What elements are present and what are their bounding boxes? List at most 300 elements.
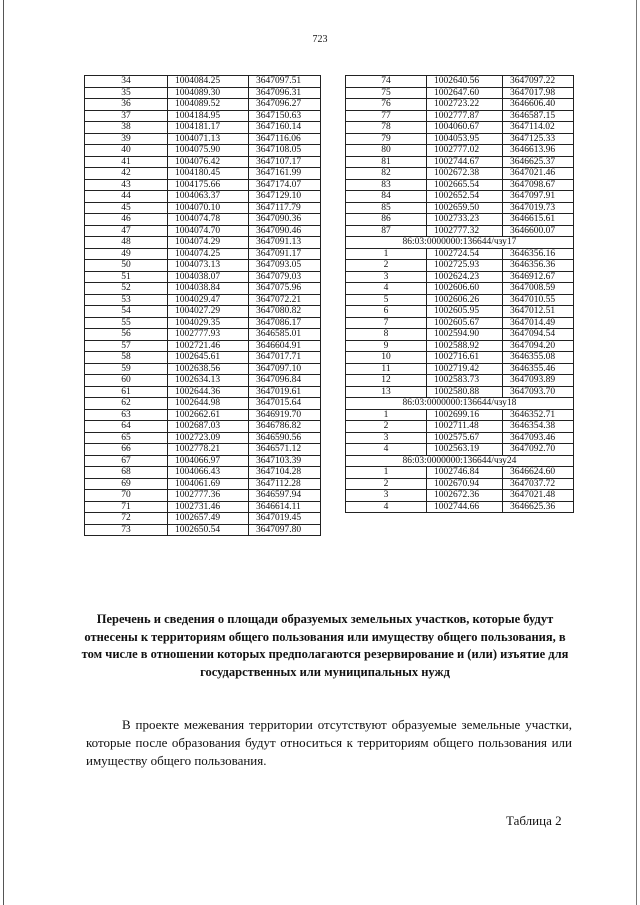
point-number: 84 — [346, 191, 427, 203]
coord-y: 3647072.21 — [249, 294, 321, 306]
coord-y: 3646585.01 — [249, 329, 321, 341]
table-row — [85, 455, 321, 467]
coord-x: 1002583.73 — [427, 375, 503, 387]
point-number: 42 — [85, 168, 168, 180]
point-number: 11 — [346, 363, 427, 375]
table-row — [346, 294, 574, 306]
table-row — [346, 352, 574, 364]
coord-x: 1002638.56 — [168, 363, 249, 375]
coord-y: 3647161.99 — [249, 168, 321, 180]
table-row — [85, 76, 321, 88]
coord-y: 3647094.20 — [503, 340, 574, 352]
point-number: 80 — [346, 145, 427, 157]
coord-y: 3647097.51 — [249, 76, 321, 88]
coord-y: 3647150.63 — [249, 110, 321, 122]
table-row — [346, 386, 574, 398]
coord-x: 1002719.42 — [427, 363, 503, 375]
coord-y: 3647090.46 — [249, 225, 321, 237]
point-number: 58 — [85, 352, 168, 364]
point-number: 52 — [85, 283, 168, 295]
coord-x: 1004180.45 — [168, 168, 249, 180]
point-number: 60 — [85, 375, 168, 387]
table-row — [346, 409, 574, 421]
point-number: 1 — [346, 248, 427, 260]
point-number: 47 — [85, 225, 168, 237]
coord-x: 1002777.93 — [168, 329, 249, 341]
table-row — [85, 214, 321, 226]
point-number: 5 — [346, 294, 427, 306]
coord-y: 3647097.80 — [249, 524, 321, 536]
coord-x: 1002644.98 — [168, 398, 249, 410]
point-number: 44 — [85, 191, 168, 203]
coord-y: 3647117.79 — [249, 202, 321, 214]
point-number: 68 — [85, 467, 168, 479]
point-number: 67 — [85, 455, 168, 467]
point-number: 48 — [85, 237, 168, 249]
point-number: 56 — [85, 329, 168, 341]
point-number: 3 — [346, 490, 427, 502]
point-number: 75 — [346, 87, 427, 99]
coord-x: 1002711.48 — [427, 421, 503, 433]
table-row — [85, 363, 321, 375]
table-row — [346, 202, 574, 214]
coord-y: 3647010.55 — [503, 294, 574, 306]
coord-x: 1002777.36 — [168, 490, 249, 502]
coord-y: 3647086.17 — [249, 317, 321, 329]
coord-y: 3647019.61 — [249, 386, 321, 398]
table-row — [346, 110, 574, 122]
coord-x: 1002650.54 — [168, 524, 249, 536]
table-row — [85, 317, 321, 329]
point-number: 79 — [346, 133, 427, 145]
coord-y: 3647096.31 — [249, 87, 321, 99]
point-number: 61 — [85, 386, 168, 398]
table-row — [85, 168, 321, 180]
table-row — [85, 179, 321, 191]
parcel-id: 86:03:0000000:136644/чзу24 — [346, 455, 574, 467]
coord-x: 1004074.25 — [168, 248, 249, 260]
point-number: 59 — [85, 363, 168, 375]
table-row — [85, 202, 321, 214]
table-row — [85, 444, 321, 456]
coord-x: 1002563.19 — [427, 444, 503, 456]
table-row — [346, 133, 574, 145]
coordinates-table-left — [84, 75, 321, 536]
coord-x: 1002670.94 — [427, 478, 503, 490]
table-row — [346, 76, 574, 88]
point-number: 13 — [346, 386, 427, 398]
coord-x: 1002778.21 — [168, 444, 249, 456]
coord-x: 1002731.46 — [168, 501, 249, 513]
point-number: 87 — [346, 225, 427, 237]
coord-x: 1002657.49 — [168, 513, 249, 525]
table-row — [85, 375, 321, 387]
parcel-header-row — [346, 398, 574, 410]
coord-y: 3647021.46 — [503, 168, 574, 180]
table-row — [346, 179, 574, 191]
coord-y: 3647017.98 — [503, 87, 574, 99]
point-number: 53 — [85, 294, 168, 306]
table-row — [85, 225, 321, 237]
table-row — [346, 271, 574, 283]
table-row — [346, 283, 574, 295]
table-row — [85, 156, 321, 168]
point-number: 76 — [346, 99, 427, 111]
table-row — [85, 340, 321, 352]
coord-x: 1002665.54 — [427, 179, 503, 191]
coord-x: 1004071.13 — [168, 133, 249, 145]
table-row — [85, 501, 321, 513]
coord-y: 3647097.22 — [503, 76, 574, 88]
coord-x: 1004089.52 — [168, 99, 249, 111]
section-heading: Перечень и сведения о площади образуемых земельных участков, которые будут отнесены к территориям общего пользования или имуществу общего пользования, в том числе в отношении которых предполагаются резервирование и (или) изъятие для государственных или муниципальных нужд — [81, 612, 569, 679]
coord-y: 3646625.37 — [503, 156, 574, 168]
point-number: 71 — [85, 501, 168, 513]
coord-y: 3646606.40 — [503, 99, 574, 111]
table-row — [85, 87, 321, 99]
table-row — [346, 306, 574, 318]
table-row — [85, 260, 321, 272]
table-row — [85, 237, 321, 249]
point-number: 86 — [346, 214, 427, 226]
point-number: 49 — [85, 248, 168, 260]
coord-x: 1002605.67 — [427, 317, 503, 329]
point-number: 63 — [85, 409, 168, 421]
coord-x: 1002733.23 — [427, 214, 503, 226]
point-number: 51 — [85, 271, 168, 283]
coord-y: 3647160.14 — [249, 122, 321, 134]
point-number: 70 — [85, 490, 168, 502]
table-row — [346, 260, 574, 272]
point-number: 4 — [346, 501, 427, 513]
table-row — [85, 271, 321, 283]
coord-x: 1002588.92 — [427, 340, 503, 352]
coord-y: 3646615.61 — [503, 214, 574, 226]
point-number: 3 — [346, 432, 427, 444]
point-number: 2 — [346, 421, 427, 433]
coord-x: 1002724.54 — [427, 248, 503, 260]
coord-y: 3647093.89 — [503, 375, 574, 387]
table-row — [85, 524, 321, 536]
coord-x: 1004074.29 — [168, 237, 249, 249]
coord-x: 1002575.67 — [427, 432, 503, 444]
point-number: 57 — [85, 340, 168, 352]
coord-x: 1002580.88 — [427, 386, 503, 398]
coord-x: 1004053.95 — [427, 133, 503, 145]
point-number: 78 — [346, 122, 427, 134]
coord-y: 3647129.10 — [249, 191, 321, 203]
table-row — [85, 122, 321, 134]
coord-y: 3646912.67 — [503, 271, 574, 283]
point-number: 74 — [346, 76, 427, 88]
coord-x: 1004089.30 — [168, 87, 249, 99]
table-row — [346, 191, 574, 203]
point-number: 55 — [85, 317, 168, 329]
table-row — [346, 122, 574, 134]
coord-y: 3647019.45 — [249, 513, 321, 525]
coord-x: 1004184.95 — [168, 110, 249, 122]
coord-y: 3647080.82 — [249, 306, 321, 318]
table-row — [346, 248, 574, 260]
point-number: 82 — [346, 168, 427, 180]
table-row — [85, 248, 321, 260]
coord-x: 1002746.84 — [427, 467, 503, 479]
coord-x: 1002777.87 — [427, 110, 503, 122]
coord-x: 1004073.13 — [168, 260, 249, 272]
table-row — [85, 513, 321, 525]
point-number: 6 — [346, 306, 427, 318]
parcel-id: 86:03:0000000:136644/чзу17 — [346, 237, 574, 249]
table-row — [346, 478, 574, 490]
coord-x: 1002644.36 — [168, 386, 249, 398]
coord-x: 1004181.17 — [168, 122, 249, 134]
coordinates-table-right-body — [346, 76, 574, 513]
table-row — [346, 444, 574, 456]
coord-x: 1002659.50 — [427, 202, 503, 214]
coord-x: 1002605.95 — [427, 306, 503, 318]
table-row — [85, 145, 321, 157]
coord-y: 3646786.82 — [249, 421, 321, 433]
coord-y: 3646355.46 — [503, 363, 574, 375]
point-number: 43 — [85, 179, 168, 191]
point-number: 39 — [85, 133, 168, 145]
coord-x: 1002699.16 — [427, 409, 503, 421]
coord-y: 3646587.15 — [503, 110, 574, 122]
coord-y: 3647091.17 — [249, 248, 321, 260]
coord-y: 3646614.11 — [249, 501, 321, 513]
coord-y: 3647098.67 — [503, 179, 574, 191]
page-edge-left — [3, 0, 4, 905]
point-number: 72 — [85, 513, 168, 525]
coord-x: 1002652.54 — [427, 191, 503, 203]
point-number: 38 — [85, 122, 168, 134]
coord-y: 3646571.12 — [249, 444, 321, 456]
table-row — [85, 421, 321, 433]
table-caption: Таблица 2 — [506, 813, 562, 828]
table-row — [85, 191, 321, 203]
coord-y: 3647021.48 — [503, 490, 574, 502]
parcel-header-row — [346, 237, 574, 249]
coord-y: 3647103.39 — [249, 455, 321, 467]
coord-y: 3647097.10 — [249, 363, 321, 375]
point-number: 66 — [85, 444, 168, 456]
coord-y: 3647037.72 — [503, 478, 574, 490]
point-number: 34 — [85, 76, 168, 88]
coord-y: 3646613.96 — [503, 145, 574, 157]
point-number: 81 — [346, 156, 427, 168]
coord-x: 1004066.43 — [168, 467, 249, 479]
coord-x: 1002725.93 — [427, 260, 503, 272]
coord-y: 3646604.91 — [249, 340, 321, 352]
coord-x: 1004061.69 — [168, 478, 249, 490]
coord-x: 1002744.66 — [427, 501, 503, 513]
coord-x: 1004175.66 — [168, 179, 249, 191]
point-number: 62 — [85, 398, 168, 410]
point-number: 7 — [346, 317, 427, 329]
table-row — [85, 352, 321, 364]
coord-y: 3647096.84 — [249, 375, 321, 387]
point-number: 36 — [85, 99, 168, 111]
coord-x: 1002672.38 — [427, 168, 503, 180]
coord-x: 1002777.32 — [427, 225, 503, 237]
point-number: 64 — [85, 421, 168, 433]
point-number: 2 — [346, 478, 427, 490]
point-number: 1 — [346, 409, 427, 421]
coord-y: 3647097.91 — [503, 191, 574, 203]
coord-y: 3647079.03 — [249, 271, 321, 283]
table-row — [346, 501, 574, 513]
coord-y: 3647116.06 — [249, 133, 321, 145]
table-row — [346, 432, 574, 444]
coord-x: 1002662.61 — [168, 409, 249, 421]
table-row — [346, 363, 574, 375]
point-number: 46 — [85, 214, 168, 226]
coord-x: 1002634.13 — [168, 375, 249, 387]
point-number: 73 — [85, 524, 168, 536]
coord-y: 3647104.28 — [249, 467, 321, 479]
coord-x: 1004063.37 — [168, 191, 249, 203]
page-number: 723 — [312, 34, 328, 45]
table-row — [85, 490, 321, 502]
coord-x: 1002606.26 — [427, 294, 503, 306]
coord-x: 1002777.02 — [427, 145, 503, 157]
table-row — [85, 398, 321, 410]
point-number: 37 — [85, 110, 168, 122]
point-number: 3 — [346, 271, 427, 283]
table-row — [85, 283, 321, 295]
point-number: 69 — [85, 478, 168, 490]
table-row — [85, 294, 321, 306]
point-number: 4 — [346, 283, 427, 295]
coord-y: 3647112.28 — [249, 478, 321, 490]
coord-y: 3646354.38 — [503, 421, 574, 433]
table-row — [346, 467, 574, 479]
coord-x: 1004027.29 — [168, 306, 249, 318]
coord-y: 3647093.70 — [503, 386, 574, 398]
coord-x: 1002640.56 — [427, 76, 503, 88]
point-number: 77 — [346, 110, 427, 122]
table-row — [346, 340, 574, 352]
coord-x: 1002721.46 — [168, 340, 249, 352]
table-row — [85, 133, 321, 145]
coord-y: 3647125.33 — [503, 133, 574, 145]
table-row — [85, 329, 321, 341]
coord-y: 3647093.46 — [503, 432, 574, 444]
table-row — [346, 156, 574, 168]
coord-y: 3646625.36 — [503, 501, 574, 513]
coord-y: 3647093.05 — [249, 260, 321, 272]
coord-x: 1004074.78 — [168, 214, 249, 226]
coord-x: 1004060.67 — [427, 122, 503, 134]
coord-x: 1002687.03 — [168, 421, 249, 433]
coord-x: 1002716.61 — [427, 352, 503, 364]
coord-y: 3647096.27 — [249, 99, 321, 111]
coord-x: 1002672.36 — [427, 490, 503, 502]
coord-y: 3647008.59 — [503, 283, 574, 295]
coord-y: 3646356.36 — [503, 260, 574, 272]
table-row — [346, 168, 574, 180]
table-row — [85, 478, 321, 490]
table-row — [346, 145, 574, 157]
coord-y: 3647091.13 — [249, 237, 321, 249]
coord-x: 1002606.60 — [427, 283, 503, 295]
coord-y: 3646919.70 — [249, 409, 321, 421]
coord-x: 1004075.90 — [168, 145, 249, 157]
point-number: 9 — [346, 340, 427, 352]
coord-y: 3647014.49 — [503, 317, 574, 329]
coord-y: 3646600.07 — [503, 225, 574, 237]
table-row — [346, 375, 574, 387]
coord-y: 3647092.70 — [503, 444, 574, 456]
coord-x: 1004074.70 — [168, 225, 249, 237]
coord-y: 3646356.16 — [503, 248, 574, 260]
coord-y: 3647090.36 — [249, 214, 321, 226]
coord-y: 3647114.02 — [503, 122, 574, 134]
coord-y: 3646590.56 — [249, 432, 321, 444]
point-number: 12 — [346, 375, 427, 387]
coordinates-table-right — [345, 75, 574, 513]
coord-x: 1002744.67 — [427, 156, 503, 168]
table-row — [346, 329, 574, 341]
coord-x: 1002624.23 — [427, 271, 503, 283]
point-number: 65 — [85, 432, 168, 444]
coord-y: 3646355.08 — [503, 352, 574, 364]
coord-x: 1004084.25 — [168, 76, 249, 88]
table-row — [346, 214, 574, 226]
coord-y: 3647107.17 — [249, 156, 321, 168]
point-number: 35 — [85, 87, 168, 99]
page-edge-right — [636, 0, 637, 905]
coord-y: 3647017.71 — [249, 352, 321, 364]
table-row — [346, 317, 574, 329]
coord-x: 1002723.22 — [427, 99, 503, 111]
point-number: 41 — [85, 156, 168, 168]
table-row — [85, 467, 321, 479]
point-number: 8 — [346, 329, 427, 341]
table-row — [85, 409, 321, 421]
coordinates-table-left-body — [85, 76, 321, 536]
coord-x: 1002723.09 — [168, 432, 249, 444]
body-paragraph: В проекте межевания территории отсутствуют образуемые земельные участки, которые после образования будут относиться к территориям общего пользования или имуществу общего пользования. — [86, 717, 572, 769]
coord-y: 3647094.54 — [503, 329, 574, 341]
point-number: 40 — [85, 145, 168, 157]
coord-y: 3647174.07 — [249, 179, 321, 191]
point-number: 2 — [346, 260, 427, 272]
coord-y: 3647012.51 — [503, 306, 574, 318]
table-row — [85, 432, 321, 444]
coord-y: 3646597.94 — [249, 490, 321, 502]
coord-x: 1004076.42 — [168, 156, 249, 168]
point-number: 1 — [346, 467, 427, 479]
table-row — [346, 225, 574, 237]
table-row — [346, 421, 574, 433]
coord-y: 3646352.71 — [503, 409, 574, 421]
coord-x: 1002647.60 — [427, 87, 503, 99]
table-row — [346, 490, 574, 502]
point-number: 4 — [346, 444, 427, 456]
table-row — [85, 99, 321, 111]
point-number: 45 — [85, 202, 168, 214]
table-row — [85, 386, 321, 398]
coord-x: 1004070.10 — [168, 202, 249, 214]
coord-x: 1002645.61 — [168, 352, 249, 364]
table-row — [85, 306, 321, 318]
coord-x: 1004066.97 — [168, 455, 249, 467]
coord-y: 3647019.73 — [503, 202, 574, 214]
table-row — [85, 110, 321, 122]
coord-x: 1004029.47 — [168, 294, 249, 306]
parcel-header-row — [346, 455, 574, 467]
